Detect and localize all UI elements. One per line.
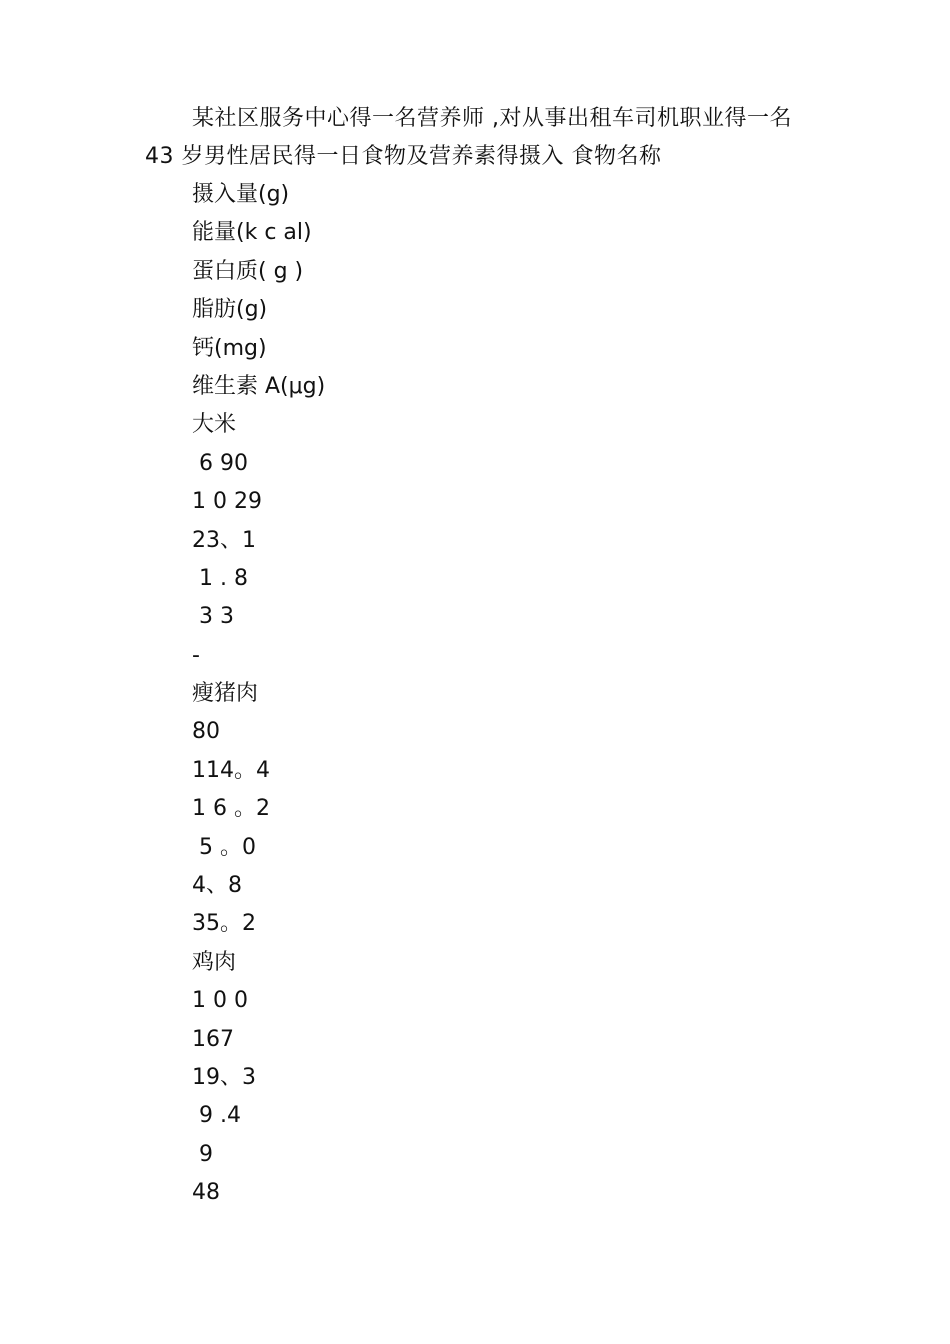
text-line: 4、8: [192, 873, 242, 899]
text-line: -: [192, 642, 200, 668]
text-line: 3 3: [192, 604, 234, 630]
text-line: 80: [192, 719, 220, 745]
text-line: 35。2: [192, 911, 256, 937]
text-line: 1 0 0: [192, 988, 248, 1014]
text-line: 1 . 8: [192, 565, 248, 591]
text-line: 1 0 29: [192, 489, 262, 515]
text-line: 大米: [192, 412, 237, 438]
nutrition-lines: [192, 176, 325, 1213]
text-line: 48: [192, 1180, 220, 1206]
text-line: 摄入量(g): [192, 182, 290, 207]
text-line: 脂肪(g): [192, 297, 268, 323]
text-line: 9: [192, 1141, 213, 1167]
text-line: 5 。0: [192, 834, 256, 860]
text-line: 1 6 。2: [192, 796, 270, 822]
text-line: 19、3: [192, 1064, 256, 1090]
text-line: 能量(k c al): [192, 220, 312, 246]
text-line: 114。4: [192, 757, 270, 783]
text-line: 蛋白质( g ): [192, 258, 304, 284]
text-line: 维生素 A(μg): [192, 373, 326, 399]
text-line: 9 .4: [192, 1103, 241, 1129]
text-line: 鸡肉: [192, 949, 237, 975]
text-line: 钙(mg): [192, 335, 267, 361]
text-line: 6 90: [192, 450, 248, 476]
intro-paragraph: 某社区服务中心得一名营养师 ,对从事出租车司机职业得一名 43 岁男性居民得一日食物及营养素得摄入 食物名称: [145, 106, 792, 169]
text-line: 瘦猪肉: [192, 681, 259, 707]
text-line: 167: [192, 1026, 234, 1052]
text-line: 23、1: [192, 527, 256, 553]
